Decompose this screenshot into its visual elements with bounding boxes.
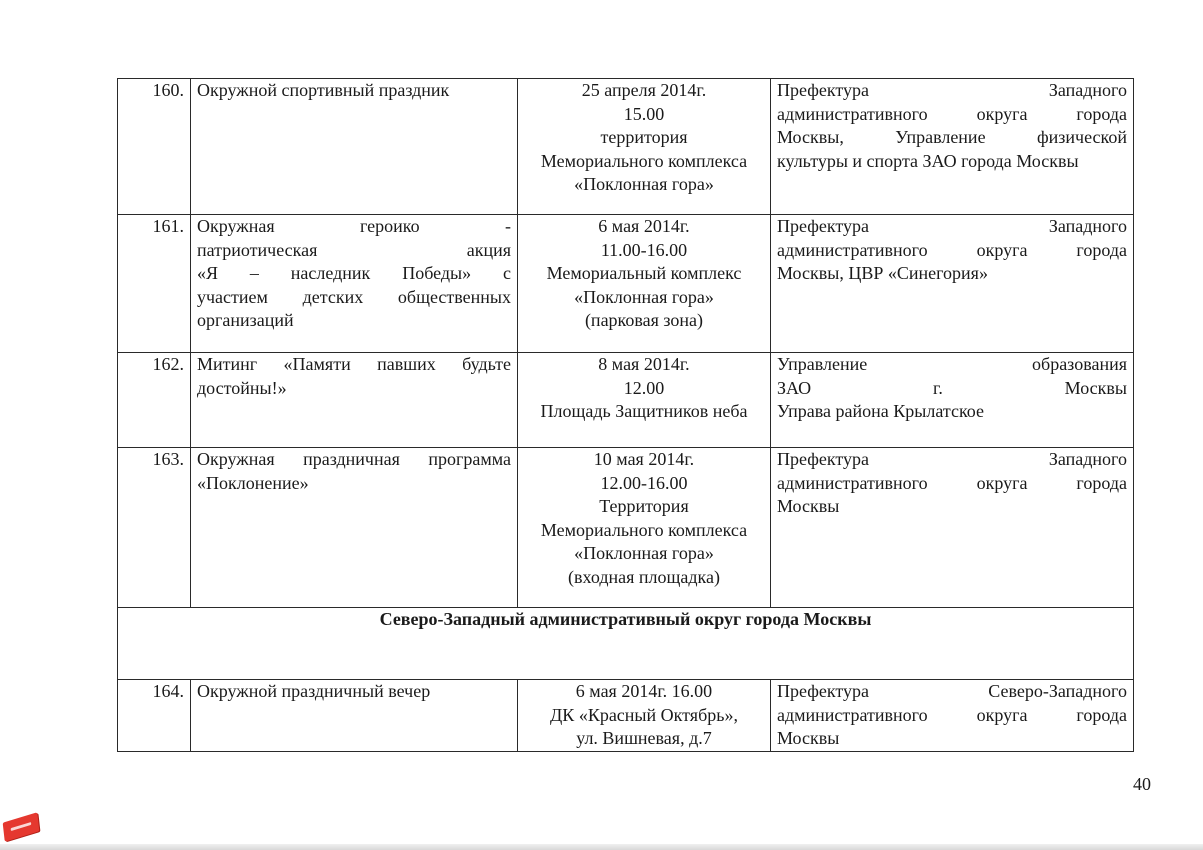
cell-line: Префектура Западного xyxy=(777,449,1127,469)
cell-line: Окружной праздничный вечер xyxy=(197,681,431,701)
cell-line: организаций xyxy=(197,310,294,330)
table-row xyxy=(118,680,1134,752)
cell-line: Управа района Крылатское xyxy=(777,401,984,421)
cell-line: патриотическая акция xyxy=(197,239,511,260)
cell-line: 6 мая 2014г. 16.00 xyxy=(575,681,713,701)
event-organizer xyxy=(771,680,1134,752)
events-table-body xyxy=(118,79,1134,752)
cell-line: Москвы, Управление физической xyxy=(777,127,1127,147)
cell-line: Мемориальный комплекс xyxy=(546,263,742,283)
cell-line: 11.00-16.00 xyxy=(600,239,688,260)
table-row xyxy=(118,215,1134,353)
cell-line: 12.00-16.00 xyxy=(600,472,688,493)
cell-line: (парковая зона) xyxy=(584,310,704,330)
cell-line: Окружная героико - xyxy=(197,216,511,236)
cell-line: участием детских общественных xyxy=(197,286,511,307)
cell-line: ЗАО г. Москвы xyxy=(777,377,1127,398)
cell-line: Окружная праздничная программа xyxy=(197,449,511,469)
cell-line: Москвы xyxy=(777,728,840,748)
event-name xyxy=(191,448,518,608)
cell-line: Префектура Северо-Западного xyxy=(777,681,1127,701)
row-number: 161. xyxy=(118,215,191,353)
section-row xyxy=(118,608,1134,680)
event-date-place xyxy=(518,448,771,608)
cell-line: Управление образования xyxy=(777,354,1127,374)
cell-line: 15.00 xyxy=(623,103,665,124)
cell-line: Москвы, ЦВР «Синегория» xyxy=(777,263,988,283)
row-number: 162. xyxy=(118,353,191,448)
event-date-place xyxy=(518,215,771,353)
row-number: 160. xyxy=(118,79,191,215)
cell-line: 6 мая 2014г. xyxy=(598,216,690,236)
table-row xyxy=(118,448,1134,608)
cell-line: 12.00 xyxy=(623,377,665,398)
cell-line: Префектура Западного xyxy=(777,80,1127,100)
cell-line: Территория xyxy=(599,496,689,516)
event-organizer xyxy=(771,215,1134,353)
scan-edge-shade xyxy=(0,844,1203,850)
cell-line: 10 мая 2014г. xyxy=(593,449,695,469)
page-number: 40 xyxy=(1133,774,1151,794)
cell-line: административного округа города xyxy=(777,239,1127,260)
event-date-place xyxy=(518,353,771,448)
cell-line: «Поклонная гора» xyxy=(574,174,714,194)
cell-line: «Поклонная гора» xyxy=(574,543,714,563)
events-table xyxy=(117,78,1134,752)
cell-line: Площадь Защитников неба xyxy=(540,401,748,421)
cell-line: Мемориального комплекса xyxy=(540,150,748,171)
cell-line: Москвы xyxy=(777,496,840,516)
cell-line: 8 мая 2014г. xyxy=(598,354,690,374)
cell-line: ул. Вишневая, д.7 xyxy=(576,728,712,748)
cell-line: 25 апреля 2014г. xyxy=(581,80,707,100)
section-title: Северо-Западный административный округ города Москвы xyxy=(118,608,1134,680)
event-organizer xyxy=(771,353,1134,448)
event-name xyxy=(191,353,518,448)
cell-line: культуры и спорта ЗАО города Москвы xyxy=(777,150,1079,171)
cell-line: ДК «Красный Октябрь», xyxy=(550,704,738,725)
cell-line: Префектура Западного xyxy=(777,216,1127,236)
event-organizer xyxy=(771,448,1134,608)
event-name xyxy=(191,215,518,353)
event-name xyxy=(191,79,518,215)
row-number: 164. xyxy=(118,680,191,752)
table-row xyxy=(118,79,1134,215)
row-number: 163. xyxy=(118,448,191,608)
scanner-logo-icon xyxy=(3,812,40,842)
cell-line: административного округа города xyxy=(777,704,1127,725)
cell-line: (входная площадка) xyxy=(568,566,720,587)
event-date-place xyxy=(518,680,771,752)
cell-line: территория xyxy=(600,127,688,147)
cell-line: Мемориального комплекса xyxy=(540,519,748,540)
event-organizer xyxy=(771,79,1134,215)
cell-line: административного округа города xyxy=(777,472,1127,493)
cell-line: достойны!» xyxy=(197,377,287,398)
table-row xyxy=(118,353,1134,448)
cell-line: «Поклонение» xyxy=(197,472,309,493)
cell-line: «Я – наследник Победы» с xyxy=(197,263,511,283)
cell-line: Митинг «Памяти павших будьте xyxy=(197,354,511,374)
event-date-place xyxy=(518,79,771,215)
cell-line: Окружной спортивный праздник xyxy=(197,80,450,100)
cell-line: административного округа города xyxy=(777,103,1127,124)
event-name xyxy=(191,680,518,752)
cell-line: «Поклонная гора» xyxy=(574,286,714,307)
